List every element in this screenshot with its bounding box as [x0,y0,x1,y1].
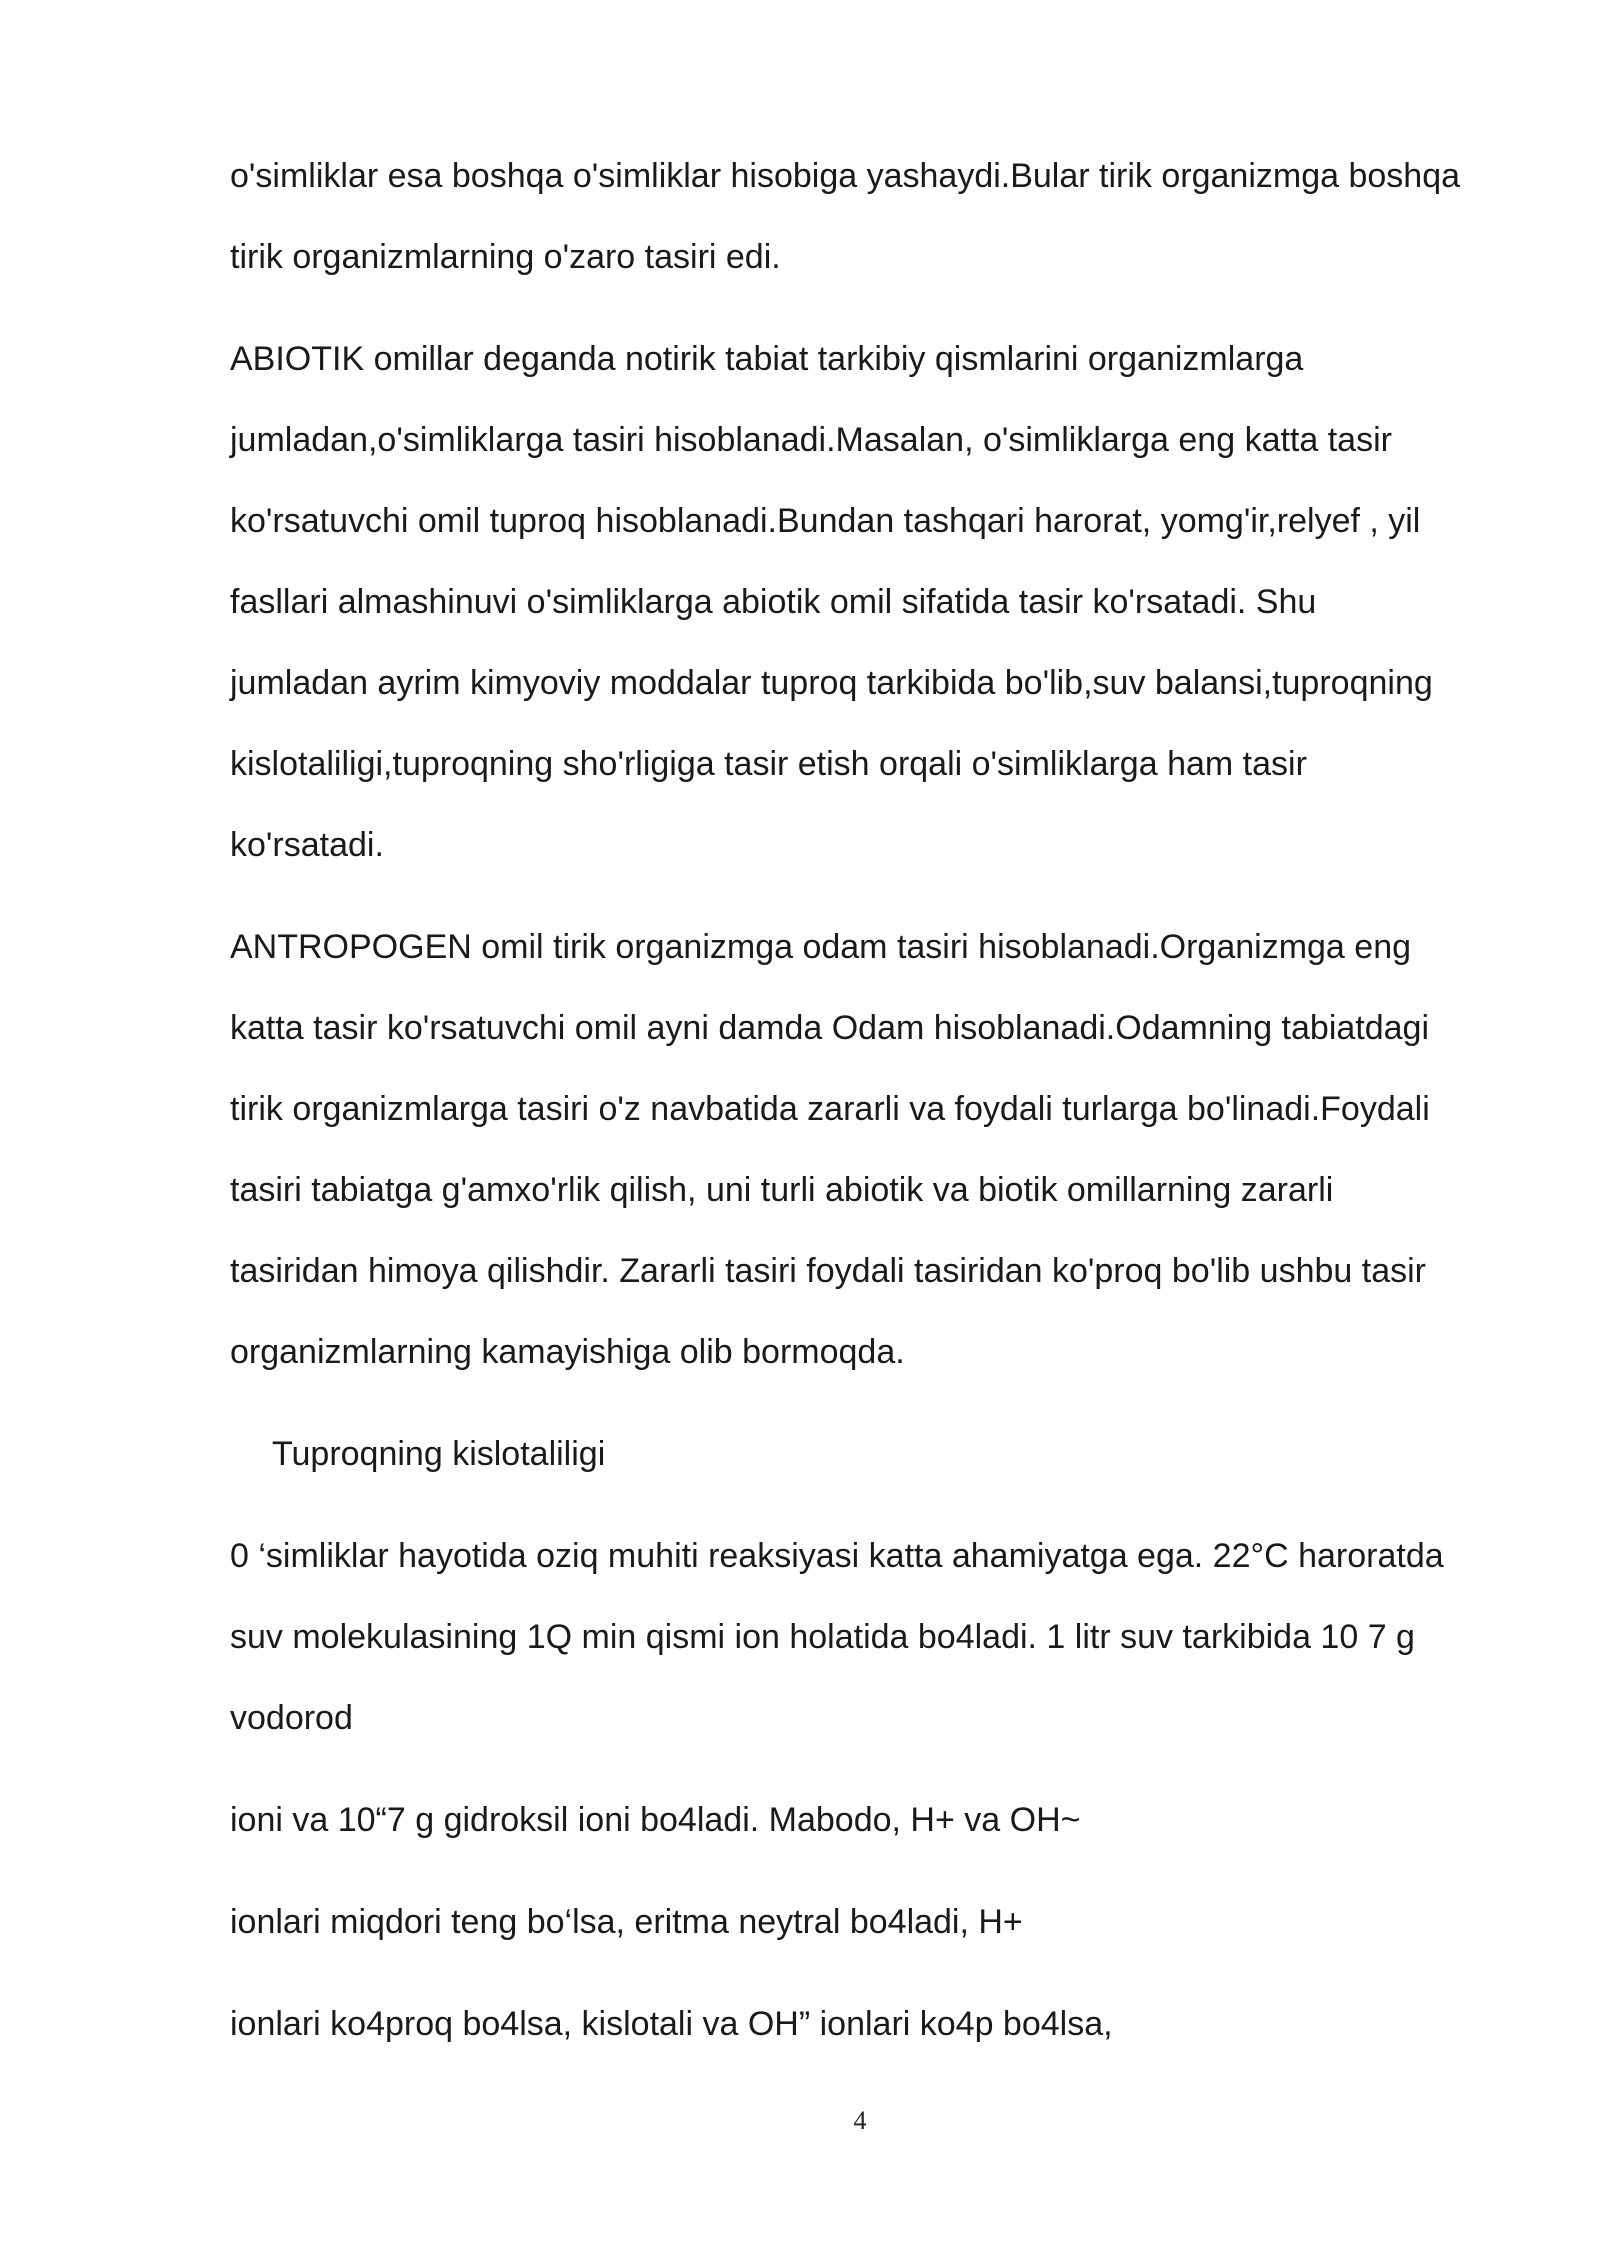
text-line: ionlari ko4proq bo4lsa, kislotali va OH” ionlari ko4p bo4lsa, [230,2005,1113,2043]
text-line: ANTROPOGEN omil tirik organizmga odam tasiri hisoblanadi.Organizmga eng [230,928,1412,966]
text-line: tirik organizmlarning o'zaro tasiri edi. [230,238,781,276]
text-line: tirik organizmlarga tasiri o'z navbatida zararli va foydali turlarga bo'linadi.Foydali [230,1090,1430,1128]
text-line: tasiri tabiatga g'amxo'rlik qilish, uni turli abiotik va biotik omillarning zararli [230,1171,1334,1209]
text-line: 0 ‘simliklar hayotida oziq muhiti reaksiyasi katta ahamiyatga ega. 22°C haroratda [230,1537,1444,1575]
text-line: o'simliklar esa boshqa o'simliklar hisobiga yashaydi.Bular tirik organizmga boshqa [230,157,1461,195]
text-line: ko'rsatadi. [230,826,384,864]
text-line: fasllari almashinuvi o'simliklarga abiotik omil sifatida tasir ko'rsatadi. Shu [230,583,1317,621]
text-line: ko'rsatuvchi omil tuproq hisoblanadi.Bundan tashqari harorat, yomg'ir,relyef , yil [230,502,1421,540]
text-line: ABIOTIK omillar deganda notirik tabiat tarkibiy qismlarini organizmlarga [230,340,1304,378]
page-number: 4 [853,2106,867,2135]
text-line: katta tasir ko'rsatuvchi omil ayni damda Odam hisoblanadi.Odamning tabiatdagi [230,1009,1430,1047]
text-line: jumladan ayrim kimyoviy moddalar tuproq tarkibida bo'lib,suv balansi,tuproqning [230,664,1433,702]
text-line: kislotaliligi,tuproqning sho'rligiga tasir etish orqali o'simliklarga ham tasir [230,745,1307,783]
text-line: tasiridan himoya qilishdir. Zararli tasiri foydali tasiridan ko'proq bo'lib ushbu tasir [230,1252,1426,1290]
text-line: organizmlarning kamayishiga olib bormoqda. [230,1333,905,1371]
text-line: jumladan,o'simliklarga tasiri hisoblanadi.Masalan, o'simliklarga eng katta tasir [230,421,1392,459]
text-line: ioni va 10“7 g gidroksil ioni bo4ladi. Mabodo, H+ va OH~ [230,1801,1081,1839]
section-heading: Tuproqning kislotaliligi [272,1435,606,1473]
text-line: vodorod [230,1699,353,1737]
text-line: suv molekulasining 1Q min qismi ion holatida bo4ladi. 1 litr suv tarkibida 10 7 g [230,1618,1415,1656]
text-line: ionlari miqdori teng bo‘lsa, eritma neytral bo4ladi, H+ [230,1903,1023,1941]
